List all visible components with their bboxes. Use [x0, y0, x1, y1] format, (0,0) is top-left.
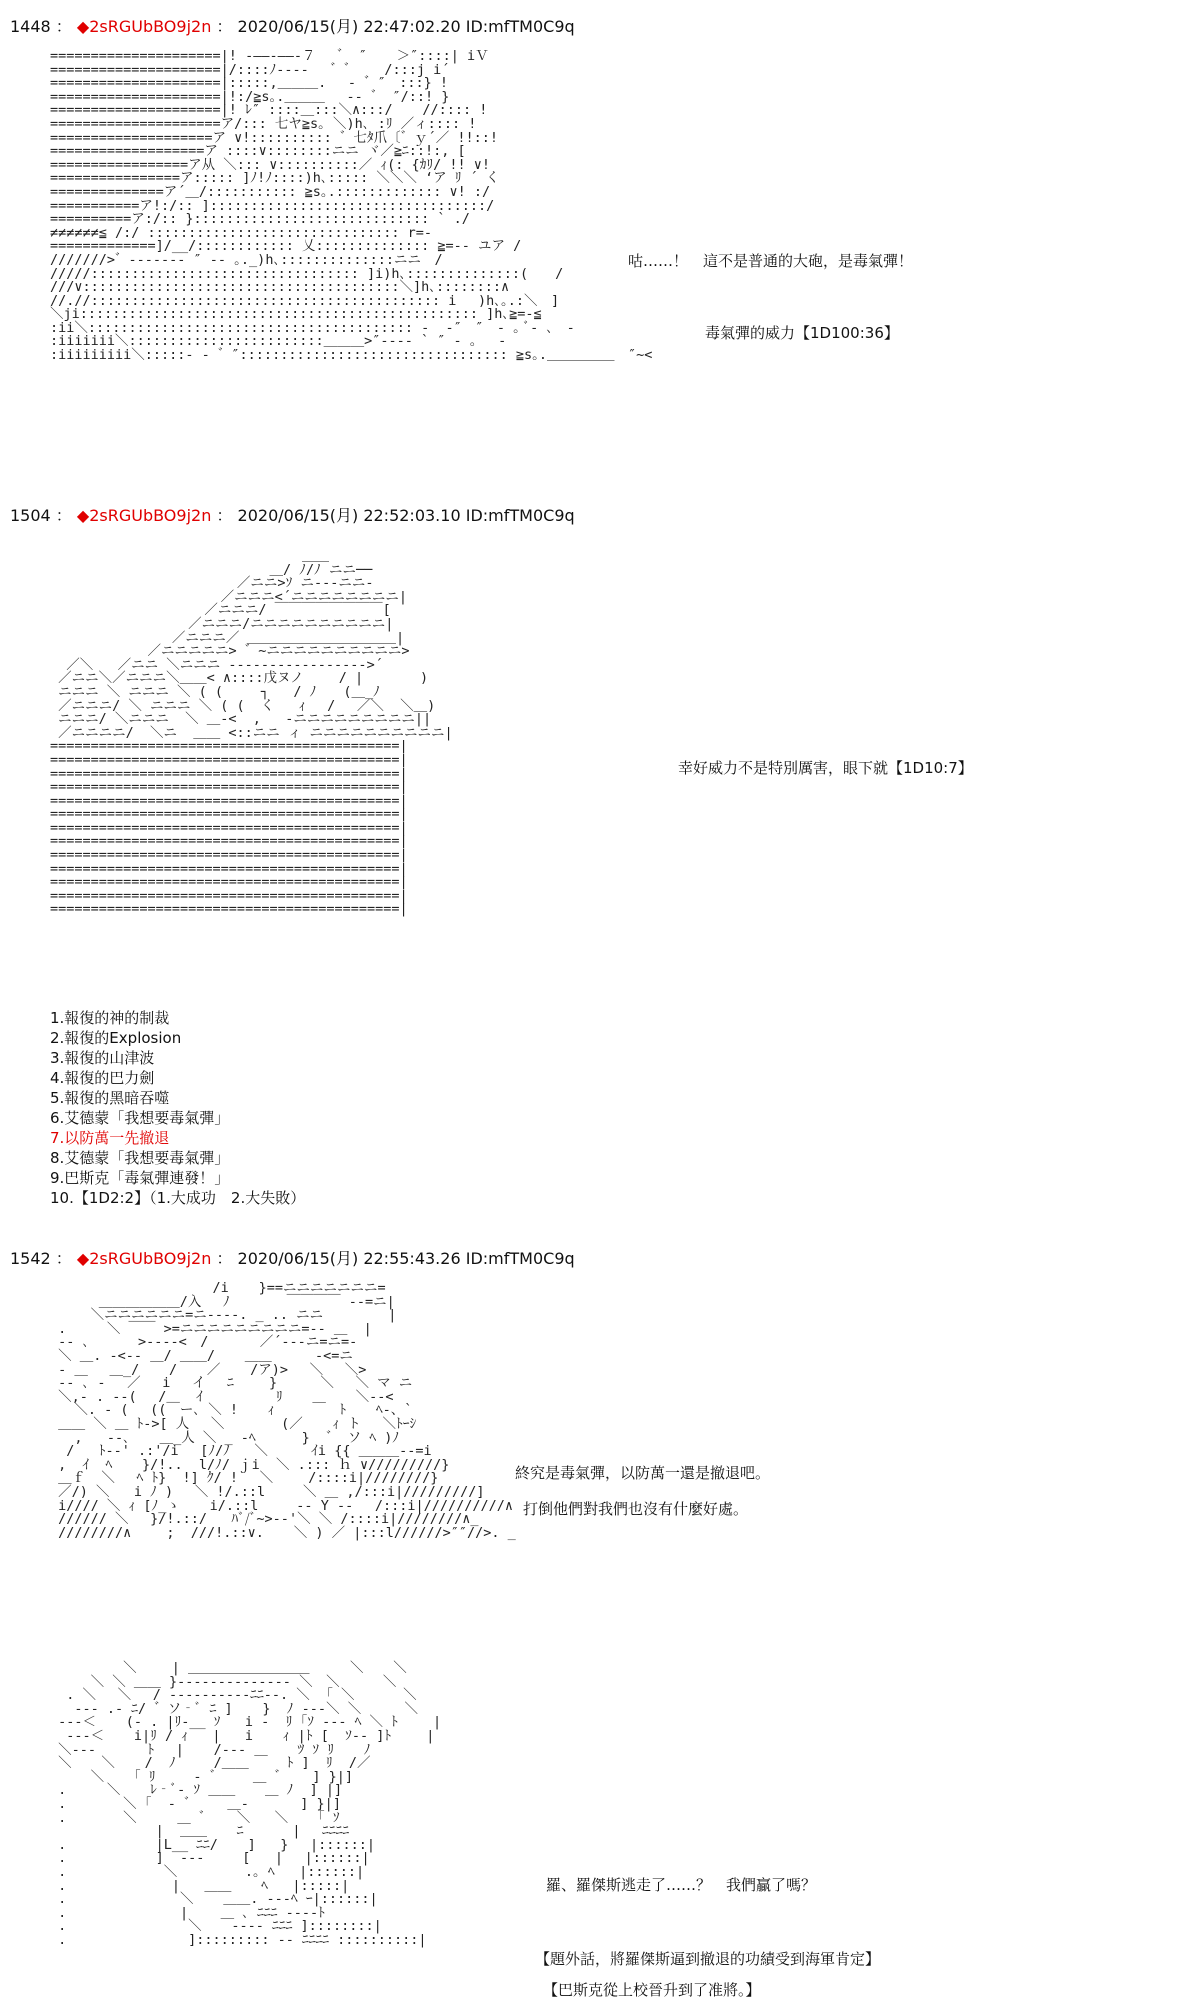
dialog-line: 羅、羅傑斯逃走了……？ 我們贏了嗎？: [546, 1876, 817, 1894]
choice-item: 10.【1D2:2】（1.大成功 2.大失敗）: [50, 1189, 306, 1207]
ascii-art-character-closeup: ＼ | ＿＿＿＿＿＿＿＿＿ ＼ ＼ ＼ ＼ ＿＿ }‐‐‐‐‐‐‐‐‐‐‐‐‐‐ ＼ ＼ ＼ . ＼ ＼ / ‐‐‐‐‐‐‐‐‐‐ﾆﾆ‐‐. ＼ ｢ ＼ ＼ ‐‐‐ .‐ ﾆ/ ゛ソ‐ﾞ ﾆ ] } ﾉ ‐‐‐＼ ＼ ＼ ‐‐‐＜ (‐ . |ﾘ‐__ ｿ i ‐ ﾘ ｢ｿ ‐‐‐ ﾍ ＼ ﾄ | ‐‐‐＜ i|ﾘ / ｨ | i ｨ |ﾄ [ ｿ‐‐ ]ﾄ | ＼‐‐‐ ﾄ | /‐‐‐ ＿ ﾂ ｿ ﾘ ﾉ ＼ ＼ / ﾉ /＿＿ ﾄ ] ﾘ /／ ＼ ｢ ﾘ ‐ ゛ ＿ ゛ ] }|] . ＼ ﾚ‐ﾞ‐ ｿ ＿＿ ＿ ﾉ ] |] . ＼ ｢ ‐ ゛ ＿‐ ] }|] . ＼ ＿ ゛ ＼ ＼ ｢ ｿ | ＿＿ ﾆ | ﾆﾆﾆﾆ . |L__ ﾆﾆ/ ] } |::::::| . ] ‐‐‐ [ | |::::::| . ＼ .｡ ﾍ |::::::| . | ＿＿ ﾍ |:::::| . ＼ ＿＿. ‐‐‐ﾍ ｰ|::::::| . | ＿ ､ ﾆﾆﾆ ‐‐‐‐ﾄ . ＼ ‐‐‐‐ ﾆﾆﾆ ]::::::::| . ]::::::::: ‐‐ ﾆﾆﾆﾆ ::::::::::|: [58, 1660, 442, 1948]
post-trip[interactable]: ◆2sRGUbBO9j2n: [76, 1249, 212, 1268]
choice-list: [50, 1008, 305, 1208]
post-date: 2020/06/15(月) 22:55:43.26: [237, 1249, 461, 1268]
dialog-line: 毒氣彈的威力【1D100:36】: [705, 324, 899, 342]
dialog-line: 終究是毒氣彈，以防萬一還是撤退吧。: [515, 1464, 771, 1482]
post-header-1504: 1504 ： ◆2sRGUbBO9j2n ： 2020/06/15(月) 22:52:03.10 ID:mfTM0C9q: [10, 506, 575, 525]
dialog-line: 打倒他們對我們也沒有什麼好處。: [523, 1500, 749, 1518]
ascii-art-ship-bow: ＿＿ ＿/ ﾉ/ﾉ ニニ── ／ニニ>ｿ ニ‐‐‐ニニ‐ ／ニニニ<´ニニニニニニニニ| ／ニニニ/ ￣￣￣￣￣￣￣￣[ ／ニニニ/ニニニニニニニニニニ| ／ニニニ／ ＿＿＿＿＿＿＿＿＿＿＿| ／ニニニニニ> ゛~ニニニニニニニニニニ> ／＼ ／ニニ ＼ニニニ ‐‐‐‐‐‐‐‐‐‐‐‐‐‐‐‐‐>´ ／ニニ＼／ニニニ＼＿＿< ∧::::戊ヌノ / | ) ニニニ ＼ ニニニ ＼ ( ( ┐ / ﾉ (＿_ﾉ ／ニニニ/ ＼ ニニニ ＼ ( ( く ｨ / ／＼ ＼＿) ニニニ/ ＼ニニニ ＼ ＿‐< , ‐ニニニニニニニニニ|| ／ニニニニ/ ＼ニ ＿＿ <::ニニ ィ ニニニニニニニニニニ| ===========================================| ===========================================| ===========================================| ===========================================| ===========================================| ===========================================| ===========================================| ===========================================| ===========================================| ===========================================| ===========================================| ===========================================| ===========================================|: [50, 548, 453, 918]
post-date: 2020/06/15(月) 22:52:03.10: [237, 506, 461, 525]
post-header-1542: 1542 ： ◆2sRGUbBO9j2n ： 2020/06/15(月) 22:55:43.26 ID:mfTM0C9q: [10, 1249, 575, 1268]
choice-item: 3.報復的山津波: [50, 1049, 155, 1067]
post-id[interactable]: ID:mfTM0C9q: [465, 17, 575, 36]
dialog-line: 咕……！ 這不是普通的大砲，是毒氣彈！: [628, 252, 914, 270]
choice-item: 4.報復的巴力劍: [50, 1069, 155, 1087]
choice-item: 9.巴斯克「毒氣彈連發！」: [50, 1169, 230, 1187]
ascii-art-character-retreat: /i }==ニニニニニニニ= ＿＿＿＿＿＿/入 ﾉ ￣￣￣￣ ‐-=ニ| ＼ニニニニニニ=ニ‐‐‐‐. _ .. ニニ | . ＼ ￣￣ >=ニニニニニニニニニ=‐- ＿ | ‐‐ ､ >‐‐‐‐< / ／´‐-‐ニ=ニ=- ＼ ＿. ‐<‐‐ ＿/ ＿＿/ ＿＿ ‐<=ニ ‐ ＿ ＿_/ / ／ /ア)> ＼ ＼> ‐- ､ ‐ ／ i イ ﾆ } ＼ ＼ マ ニ ＼,‐ . ‐‐( / ｲ ﾘ ＿ ＼-‐< ＼. ‐ ( ((￣ー､ ＼ ! ｨ ﾄ ﾍ-、` ＿＿ ＼ ＿ ﾄ‐>[ 人 ＼ (／ ｨ ト ＼ﾄｰｼ , ‐‐､ ＿_人 ＼ _ ‐ﾍ } ゛ ソ ﾍ )ﾉ / ﾄ‐-' .:'/i [ﾉ/ﾉ ＼ ｲi {{ ＿＿＿‐‐=i , ｲ ﾍ }/!.. l/ﾉ/ ｊi ＼ .::: ｈ ∨/////////} ＿ｆ ＼ ﾍ ﾄ} !] ｸ/ ! ＼ /::::i|////////} ／/) ＼ i ﾉ ) ＼ !/.::l ＼ ＿ ,/:::i|/////////] i//// ＼ ｨ [ﾉ_ゝ i/.::l ‐‐ Y ‐‐ /:::i|//////////∧ ////// ＼ }/!.::/ ﾊﾞ/ﾞ~>‐‐'＼ ＼ /::::i|////////∧_ ////////∧ ; ///!.::∨. ＼ ) ／ |:::l//////>″″//>. _: [58, 1280, 516, 1541]
choice-item: 2.報復的Explosion: [50, 1029, 182, 1047]
post-number: 1448: [10, 17, 51, 36]
choice-item-selected: 7.以防萬一先撤退: [50, 1129, 170, 1147]
post-id[interactable]: ID:mfTM0C9q: [465, 1249, 575, 1268]
choice-item: 5.報復的黑暗吞噬: [50, 1089, 170, 1107]
post-number: 1542: [10, 1249, 51, 1268]
ascii-art-cannon-scene: =====================|! -――-――-７ ゛ ″ ＞″::::| iＶ =====================|/::::ﾉ‐‐‐‐ ゛゛ /:::j i´ =====================|:::::,＿＿＿. ‐ ゛″ :::} ! =====================|!:/≧s｡.＿＿＿ -‐ ゛ ″/::! } =====================|! ﾚ″ ::::＿:::＼∧:::/ //:::: ! =====================ア/::: 七ヤ≧s｡ ＼)h､ :ﾘ ／ィ:::: ! ====================ア ∨!:::::::::: ゛七ﾀ爪〔゛ｙ´／ !!::! ===================ア ::::∨::::::::ニニ ヾ／≧ﾆ::!:, [ =================ア从 ＼::: ∨::::::::::／ ｨ(: {ｶﾘ/ !! ∨! ================ア::::: ]ﾉ!ﾉ::::)h､::::: ＼＼＼ ‘ア ﾘ ´ く ==============ア´＿/::::::::::: ≧s｡.::::::::::::: ∨! :/ ===========ア!:/:: ]::::::::::::::::::::::::::::::::::/ ==========ア:/:: }::::::::::::::::::::::::::::: ` ./ ≠≠≠≠≠≠≦ /:/ ::::::::::::::::::::::::::::::: r=‐ =============]/__/:::::::::::: 乂:::::::::::::: ≧=-- ユア / ///////>゛‐‐‐‐‐‐‐ ″ ‐‐ ｡._)h､::::::::::::::ニニ / /////::::::::::::::::::::::::::::::::: ]i)h､::::::::::::::( / ///∨:::::::::::::::::::::::::::::::::::::::＼]h､::::::::∧ //.//::::::::::::::::::::::::::::::::::::::::::: i )h､｡.:＼ ] ＼ji::::::::::::::::::::::::::::::::::::::::::::::::: ]h､≧=-≦ :ii＼:::::::::::::::::::::::::::::::::::::::: ‐ ‐″ ″ ‐ ｡ ﾞ‐ ､ ‐ :iiiiiii＼::::::::::::::::::::::::＿＿＿>″‐‐‐‐ ` ″ ‐ ｡ ‐ :iiiiiiiii＼:::::‐ ‐ ゛″::::::::::::::::::::::::::::::::: ≧s｡.＿＿＿＿＿ ″~<: [50, 48, 653, 364]
dialog-line: 幸好威力不是特別厲害，眼下就【1D10:7】: [678, 759, 973, 777]
dialog-line: 【巴斯克從上校晉升到了准將。】: [543, 1981, 761, 1999]
post-header-1448: 1448 ： ◆2sRGUbBO9j2n ： 2020/06/15(月) 22:47:02.20 ID:mfTM0C9q: [10, 17, 575, 36]
post-number: 1504: [10, 506, 51, 525]
dialog-line: 【題外話，將羅傑斯逼到撤退的功績受到海軍肯定】: [535, 1950, 881, 1968]
post-id[interactable]: ID:mfTM0C9q: [465, 506, 575, 525]
choice-item: 8.艾德蒙「我想要毒氣彈」: [50, 1149, 230, 1167]
choice-item: 6.艾德蒙「我想要毒氣彈」: [50, 1109, 230, 1127]
post-date: 2020/06/15(月) 22:47:02.20: [237, 17, 461, 36]
post-trip[interactable]: ◆2sRGUbBO9j2n: [76, 506, 212, 525]
post-trip[interactable]: ◆2sRGUbBO9j2n: [76, 17, 212, 36]
choice-item: 1.報復的神的制裁: [50, 1009, 170, 1027]
